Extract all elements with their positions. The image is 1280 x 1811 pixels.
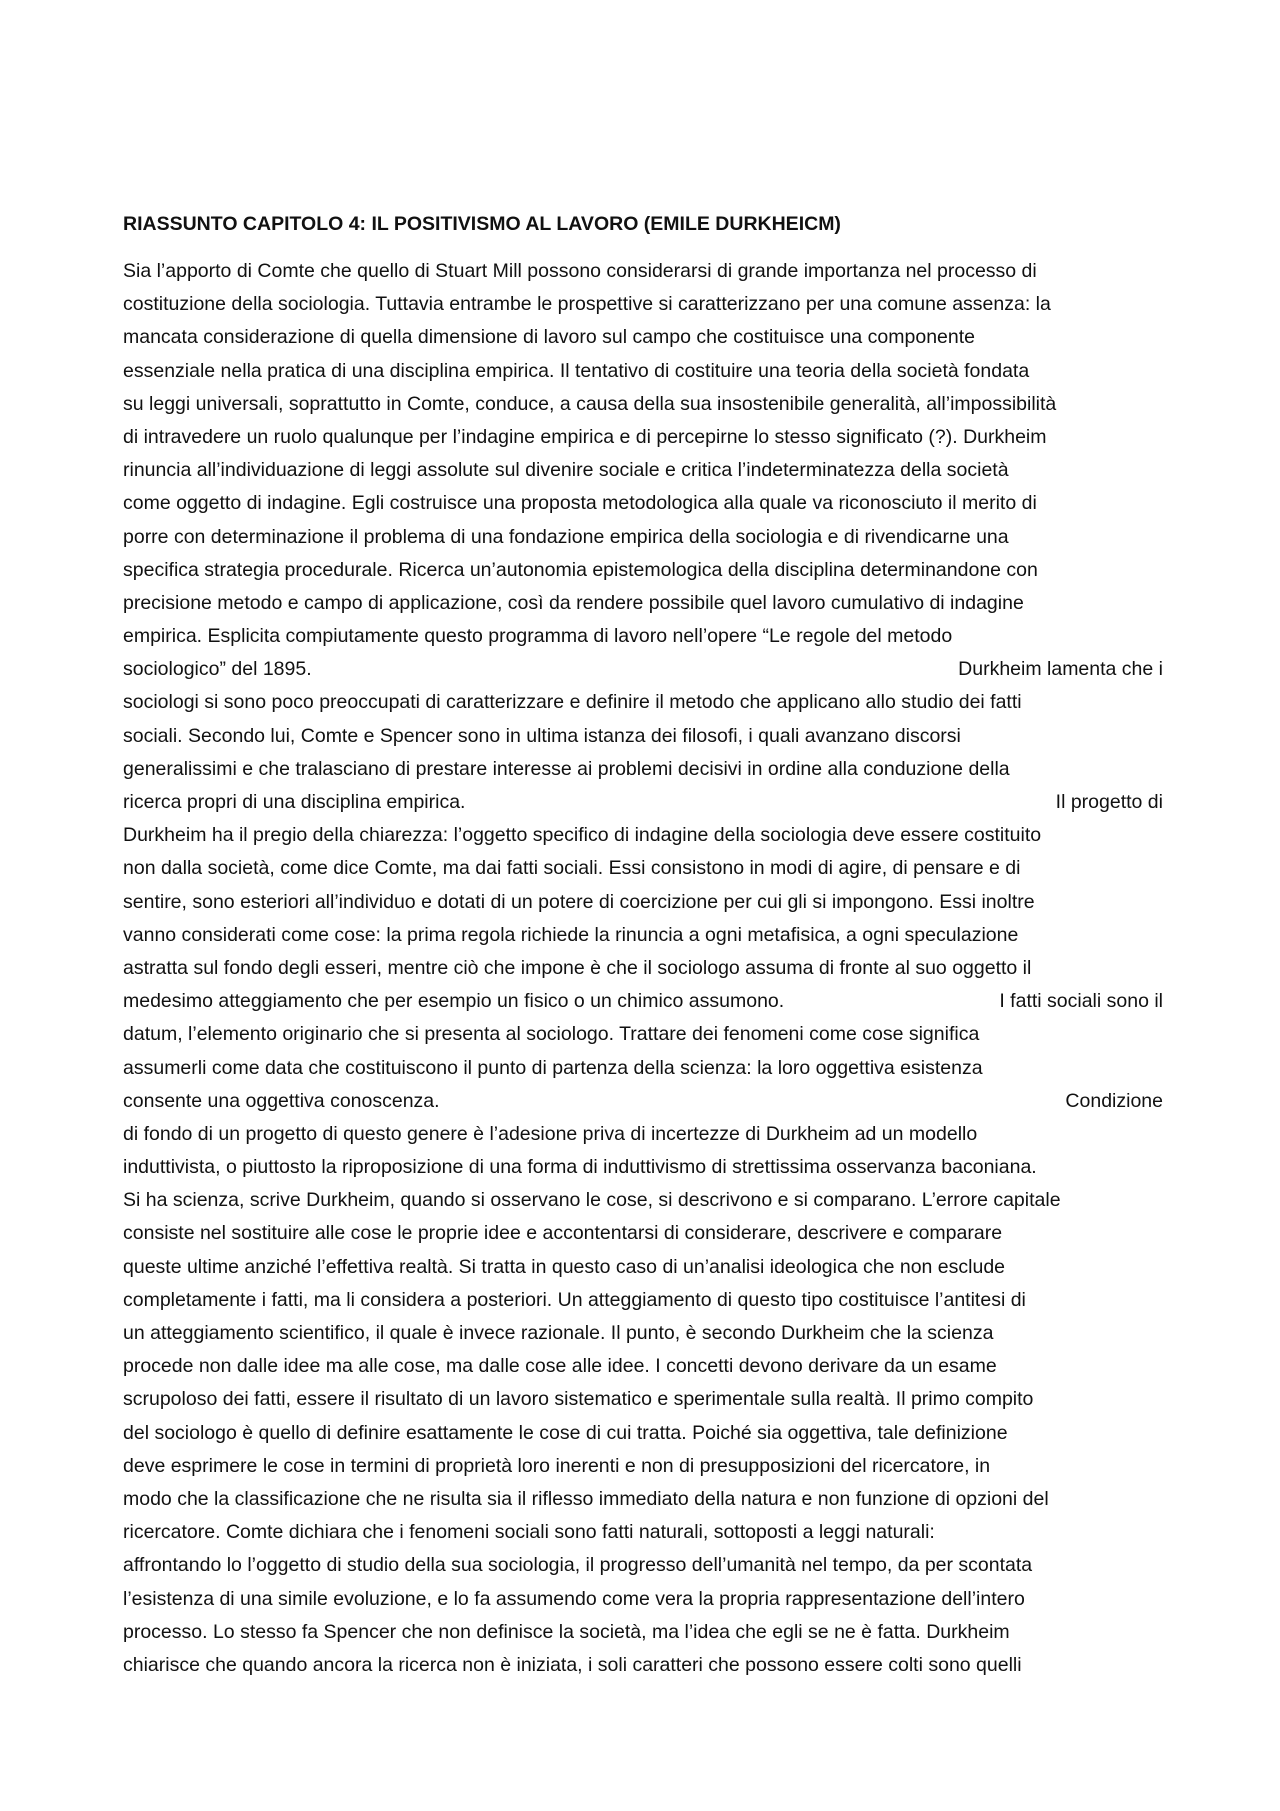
text-line-left: induttivista, o piuttosto la riproposizione di una forma di induttivismo di strettissima osservanza baconiana. <box>123 1156 1037 1179</box>
text-line-left: modo che la classificazione che ne risulta sia il riflesso immediato della natura e non funzione di opzioni del <box>123 1487 1049 1510</box>
text-line-right: Condizione <box>1065 1089 1163 1112</box>
text-line <box>123 952 1163 985</box>
document-body <box>123 210 1163 1682</box>
text-line <box>123 653 1163 686</box>
text-line-left: sociali. Secondo lui, Comte e Spencer sono in ultima istanza dei filosofi, i quali avanzano discorsi <box>123 724 961 747</box>
text-line-left: consiste nel sostituire alle cose le proprie idee e accontentarsi di considerare, descrivere e comparare <box>123 1222 1003 1245</box>
text-line <box>123 1118 1163 1151</box>
text-line <box>123 819 1163 852</box>
text-line-right: I fatti sociali sono il <box>999 990 1163 1013</box>
text-line <box>123 1052 1163 1085</box>
paragraph <box>123 255 1163 1682</box>
text-line <box>123 1184 1163 1217</box>
text-line-left: ricercatore. Comte dichiara che i fenomeni sociali sono fatti naturali, sottoposti a leggi naturali: <box>123 1521 935 1544</box>
text-line <box>123 487 1163 520</box>
text-line-left: essenziale nella pratica di una disciplina empirica. Il tentativo di costituire una teoria della società fondata <box>123 359 1030 382</box>
text-line <box>123 321 1163 354</box>
text-line <box>123 720 1163 753</box>
text-line <box>123 521 1163 554</box>
text-line <box>123 1383 1163 1416</box>
text-line-left: procede non dalle idee ma alle cose, ma dalle cose alle idee. I concetti devono derivare da un esame <box>123 1355 997 1378</box>
text-line <box>123 1417 1163 1450</box>
text-line-left: Durkheim ha il pregio della chiarezza: l’oggetto specifico di indagine della sociologia deve essere costituito <box>123 824 1042 847</box>
text-line <box>123 421 1163 454</box>
text-line <box>123 1483 1163 1516</box>
text-line-left: deve esprimere le cose in termini di proprietà loro inerenti e non di presupposizioni del ricercatore, in <box>123 1454 991 1477</box>
text-line-right: Il progetto di <box>1055 791 1163 813</box>
text-line-left: scrupoloso dei fatti, essere il risultato di un lavoro sistematico e sperimentale sulla realtà. Il primo compito <box>123 1388 1034 1411</box>
text-line <box>123 255 1163 288</box>
text-line-left: consente una oggettiva conoscenza. <box>123 1089 440 1112</box>
text-line <box>123 1583 1163 1616</box>
text-line-left: di fondo di un progetto di questo genere è l’adesione priva di incertezze di Durkheim ad un modello <box>123 1122 978 1145</box>
text-line-left: Si ha scienza, scrive Durkheim, quando si osservano le cose, si descrivono e si comparano. L’errore capitale <box>123 1189 1061 1212</box>
text-line-left: datum, l’elemento originario che si presenta al sociologo. Trattare dei fenomeni come cose significa <box>123 1023 980 1046</box>
text-line-right: Durkheim lamenta che i <box>958 658 1163 681</box>
text-line-left: specifica strategia procedurale. Ricerca un’autonomia epistemologica della disciplina determinandone con <box>123 558 1038 581</box>
text-line <box>123 753 1163 786</box>
text-line-left: sociologi si sono poco preoccupati di caratterizzare e definire il metodo che applicano allo studio dei fatti <box>123 691 1022 714</box>
text-line <box>123 985 1163 1018</box>
text-line <box>123 1251 1163 1284</box>
text-line-left: vanno considerati come cose: la prima regola richiede la rinuncia a ogni metafisica, a ogni speculazione <box>123 923 1019 946</box>
text-line <box>123 786 1163 819</box>
text-line-left: come oggetto di indagine. Egli costruisce una proposta metodologica alla quale va riconosciuto il merito di <box>123 492 1037 515</box>
text-line-left: empirica. Esplicita compiutamente questo programma di lavoro nell’opere “Le regole del metodo <box>123 625 953 648</box>
text-line-left: l’esistenza di una simile evoluzione, e lo fa assumendo come vera la propria rappresentazione dell’intero <box>123 1587 1025 1610</box>
text-line <box>123 1450 1163 1483</box>
text-line <box>123 587 1163 620</box>
text-line <box>123 686 1163 719</box>
text-line <box>123 1284 1163 1317</box>
text-line <box>123 355 1163 388</box>
text-line-left: costituzione della sociologia. Tuttavia entrambe le prospettive si caratterizzano per una comune assenza: la <box>123 293 1051 316</box>
text-line-left: precisione metodo e campo di applicazione, così da rendere possibile quel lavoro cumulativo di indagine <box>123 591 1024 614</box>
text-line-left: Sia l’apporto di Comte che quello di Stuart Mill possono considerarsi di grande importanza nel processo di <box>123 260 1037 282</box>
text-line-left: del sociologo è quello di definire esattamente le cose di cui tratta. Poiché sia oggettiva, tale definizione <box>123 1421 1008 1444</box>
text-line-left: mancata considerazione di quella dimensione di lavoro sul campo che costituisce una componente <box>123 326 976 349</box>
text-line <box>123 886 1163 919</box>
text-line-left: sentire, sono esteriori all’individuo e dotati di un potere di coercizione per cui gli si impongono. Essi inoltre <box>123 890 1035 913</box>
text-line-left: un atteggiamento scientifico, il quale è invece razionale. Il punto, è secondo Durkheim che la scienza <box>123 1322 994 1344</box>
text-line <box>123 919 1163 952</box>
text-line <box>123 1217 1163 1250</box>
document-title: RIASSUNTO CAPITOLO 4: IL POSITIVISMO AL LAVORO (EMILE DURKHEICM) <box>123 213 841 235</box>
text-line-left: completamente i fatti, ma li considera a posteriori. Un atteggiamento di questo tipo costituisce l’antitesi di <box>123 1288 1026 1311</box>
text-line <box>123 1317 1163 1350</box>
text-line-left: su leggi universali, soprattutto in Comte, conduce, a causa della sua insostenibile generalità, all’impossibilità <box>123 392 1057 415</box>
text-line <box>123 554 1163 587</box>
text-line <box>123 1151 1163 1184</box>
text-line <box>123 1649 1163 1682</box>
text-line-left: rinuncia all’individuazione di leggi assolute sul divenire sociale e critica l’indeterminatezza della società <box>123 459 1009 482</box>
text-line-left: generalissimi e che tralasciano di prestare interesse ai problemi decisivi in ordine alla conduzione della <box>123 757 1010 780</box>
text-line <box>123 454 1163 487</box>
text-line-left: queste ultime anziché l’effettiva realtà. Si tratta in questo caso di un’analisi ideologica che non esclude <box>123 1255 1006 1278</box>
text-line <box>123 1616 1163 1649</box>
text-line <box>123 1516 1163 1549</box>
text-line <box>123 388 1163 421</box>
text-line <box>123 1549 1163 1582</box>
text-line <box>123 1085 1163 1118</box>
text-line <box>123 288 1163 321</box>
text-line-left: porre con determinazione il problema di una fondazione empirica della sociologia e di rivendicarne una <box>123 525 1009 548</box>
text-line <box>123 620 1163 653</box>
text-line-left: affrontando lo l’oggetto di studio della sua sociologia, il progresso dell’umanità nel tempo, da per scontata <box>123 1554 1033 1577</box>
text-line-left: processo. Lo stesso fa Spencer che non definisce la società, ma l’idea che egli se ne è fatta. Durkheim <box>123 1620 1010 1643</box>
text-line-left: sociologico” del 1895. <box>123 658 312 681</box>
text-line-left: assumerli come data che costituiscono il punto di partenza della scienza: la loro oggettiva esistenza <box>123 1056 983 1079</box>
text-line-left: non dalla società, come dice Comte, ma dai fatti sociali. Essi consistono in modi di agire, di pensare e di <box>123 857 1021 880</box>
text-line-left: chiarisce che quando ancora la ricerca non è iniziata, i soli caratteri che possono essere colti sono quelli <box>123 1653 1022 1676</box>
text-line <box>123 852 1163 885</box>
text-line-left: astratta sul fondo degli esseri, mentre ciò che impone è che il sociologo assuma di fronte al suo oggetto il <box>123 956 1032 979</box>
text-line <box>123 1350 1163 1383</box>
text-line <box>123 1018 1163 1051</box>
text-line-left: medesimo atteggiamento che per esempio un fisico o un chimico assumono. <box>123 990 785 1013</box>
text-line-left: di intravedere un ruolo qualunque per l’indagine empirica e di percepirne lo stesso significato (?). Durkheim <box>123 425 1047 448</box>
text-line-left: ricerca propri di una disciplina empirica. <box>123 791 466 813</box>
